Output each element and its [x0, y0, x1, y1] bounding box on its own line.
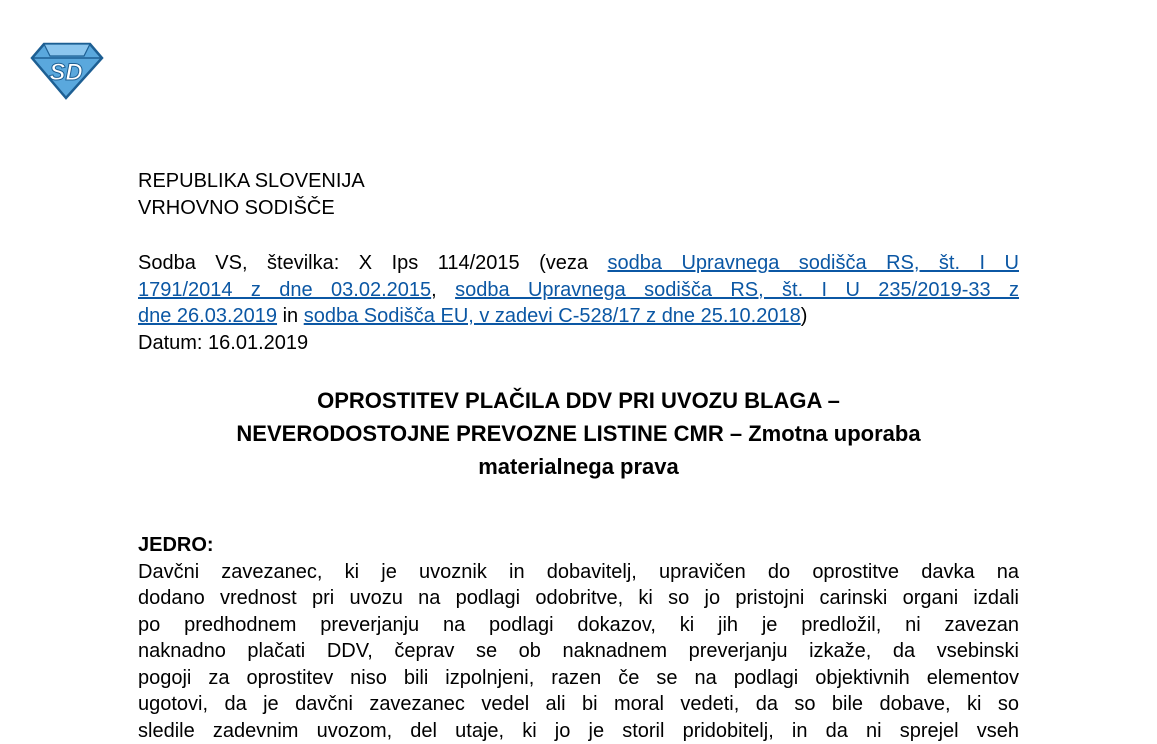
title-line-2: NEVERODOSTOJNE PREVOZNE LISTINE CMR – Zmotna uporaba [138, 417, 1019, 450]
reference-link-1[interactable]: sodba Upravnega sodišča RS, št. I U [608, 252, 1019, 274]
reference-suffix: ) [801, 305, 808, 327]
core-text-line: pogoji za oprostitev niso bili izpolnjeni, razen če se na podlagi objektivnih elementov [138, 665, 1019, 692]
reference-link-1-cont[interactable]: 1791/2014 z dne 03.02.2015 [138, 279, 431, 301]
core-heading: JEDRO: [138, 532, 1019, 559]
reference-line-1 [138, 250, 1019, 277]
core-text-line: po predhodnem preverjanju na podlagi dokazov, ki jih je predložil, ni zavezan [138, 612, 1019, 639]
reference-separator-2: in [277, 305, 304, 327]
court-country: REPUBLIKA SLOVENIJA [138, 168, 1019, 195]
case-reference [138, 250, 1019, 356]
diamond-logo-icon [32, 44, 102, 98]
reference-separator-1: , [431, 279, 455, 301]
reference-link-3[interactable]: sodba Sodišča EU, v zadevi C-528/17 z dne 25.10.2018 [304, 305, 801, 327]
court-header [138, 168, 1019, 221]
title-line-3: materialnega prava [138, 450, 1019, 483]
core-text-line: naknadno plačati DDV, čeprav se ob naknadnem preverjanju izkaže, da vsebinski [138, 638, 1019, 665]
logo-monogram: SD [49, 59, 82, 86]
reference-prefix: Sodba VS, številka: X Ips 114/2015 (veza [138, 252, 608, 274]
core-text-line: sledile zadevnim uvozom, del utaje, ki jo je storil pridobitelj, in da ni sprejel vseh [138, 718, 1019, 744]
core-text-line: Davčni zavezanec, ki je uvoznik in dobavitelj, upravičen do oprostitve davka na [138, 559, 1019, 586]
judgment-date: Datum: 16.01.2019 [138, 330, 1019, 357]
core-section [138, 532, 1019, 744]
document-title [138, 384, 1019, 483]
court-name: VRHOVNO SODIŠČE [138, 195, 1019, 222]
reference-link-2-cont[interactable]: dne 26.03.2019 [138, 305, 277, 327]
reference-line-2 [138, 277, 1019, 304]
reference-line-3 [138, 303, 1019, 330]
core-text-line: dodano vrednost pri uvozu na podlagi odobritve, ki so jo pristojni carinski organi izdali [138, 585, 1019, 612]
reference-link-2[interactable]: sodba Upravnega sodišča RS, št. I U 235/2019-33 z [455, 279, 1019, 301]
title-line-1: OPROSTITEV PLAČILA DDV PRI UVOZU BLAGA – [138, 384, 1019, 417]
core-text-line: ugotovi, da je davčni zavezanec vedel ali bi moral vedeti, da so bile dobave, ki so [138, 691, 1019, 718]
publisher-logo [30, 40, 105, 100]
